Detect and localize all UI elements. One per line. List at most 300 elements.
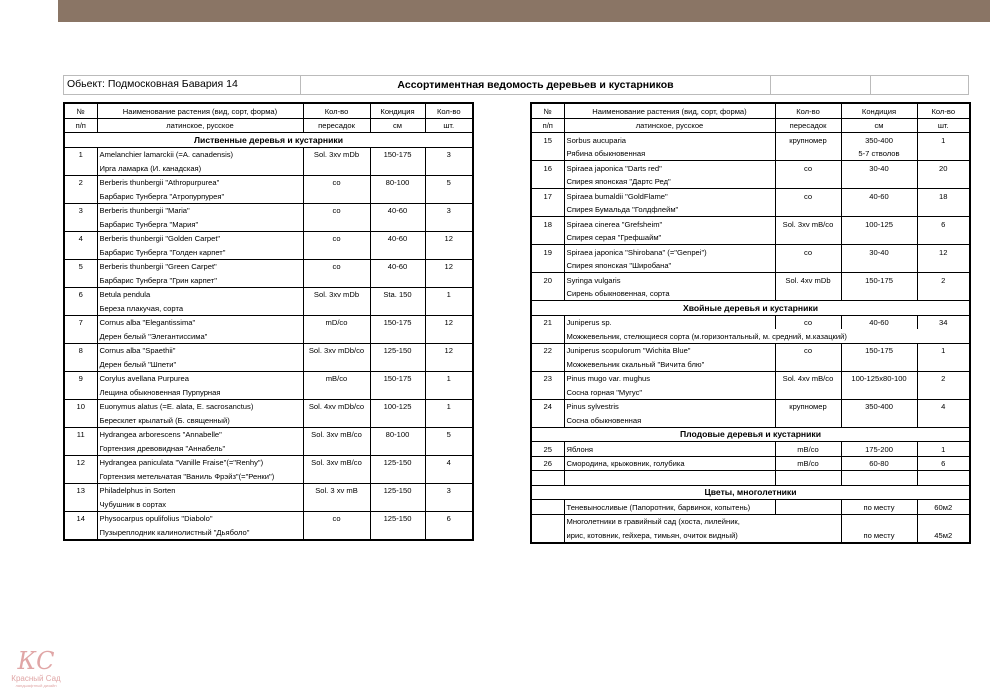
russian-name: Дерен белый "Шпети" [97, 357, 303, 371]
row-number: 10 [64, 399, 97, 413]
qty-blank [775, 203, 841, 217]
count-value: 1 [425, 287, 473, 301]
header-count: Кол-во [425, 103, 473, 118]
condition-extra [370, 217, 425, 231]
qty-value: mD/co [303, 315, 370, 329]
latin-name: Spiraea cinerea "Grefsheim" [564, 217, 775, 231]
russian-name: Спирея японская "Дартс Ред" [564, 175, 775, 189]
count-blank [917, 413, 970, 427]
russian-name: Сосна горная "Мугус" [564, 385, 775, 399]
latin-name: Amelanchier lamarckii (=A. canadensis) [97, 147, 303, 161]
condition-value: 60-80 [841, 456, 917, 471]
condition-extra [841, 259, 917, 273]
russian-name: Спирея японская "Широбана" [564, 259, 775, 273]
condition-extra [370, 385, 425, 399]
row-number: 22 [531, 343, 564, 357]
count-value: 5 [425, 175, 473, 189]
russian-name: Дерен белый "Элегантиссима" [97, 329, 303, 343]
condition-value: 80-100 [370, 427, 425, 441]
condition-extra [370, 329, 425, 343]
header-qty: Кол-во [303, 103, 370, 118]
latin-name: Physocarpus opulifolius "Diabolo" [97, 511, 303, 525]
row-number [531, 500, 564, 515]
count-value: 1 [917, 133, 970, 147]
header-cond-sub: см [370, 118, 425, 133]
table-row [64, 385, 473, 399]
condition-value: 150-175 [370, 315, 425, 329]
count-blank [425, 469, 473, 483]
russian-name: Сирень обыкновенная, сорта [564, 287, 775, 301]
blank-cell [841, 471, 917, 486]
count-blank [425, 245, 473, 259]
row-number-blank [531, 385, 564, 399]
qty-value: со [303, 511, 370, 525]
qty-blank [303, 189, 370, 203]
table-row [531, 329, 970, 343]
table-header-row [531, 103, 970, 118]
plant-name: Смородина, крыжовник, голубика [564, 456, 775, 471]
header-name: Наименование растения (вид, сорт, форма) [97, 103, 303, 118]
table-row [64, 175, 473, 189]
condition-extra [841, 175, 917, 189]
condition-value: 150-175 [370, 371, 425, 385]
condition-value: 40-60 [841, 315, 917, 329]
row-number-blank [531, 203, 564, 217]
table-row [64, 245, 473, 259]
latin-name: Berberis thunbergii "Athropurpurea" [97, 175, 303, 189]
qty-blank [303, 497, 370, 511]
condition-extra [370, 357, 425, 371]
row-number-blank [64, 273, 97, 287]
row-number: 23 [531, 371, 564, 385]
table-header-row [531, 118, 970, 133]
condition-value: 100-125 [370, 399, 425, 413]
left-plant-table [63, 102, 474, 541]
count-value: 12 [425, 315, 473, 329]
qty-value: Sol. 4xv mDb [775, 273, 841, 287]
count-value: 60м2 [917, 500, 970, 515]
row-number: 5 [64, 259, 97, 273]
table-row [64, 413, 473, 427]
condition-value: по месту [841, 500, 917, 515]
plant-name: Яблоня [564, 442, 775, 457]
latin-name: Juniperus sp. [564, 315, 775, 329]
count-blank [917, 287, 970, 301]
blank-cell [917, 471, 970, 486]
count-value: 6 [425, 511, 473, 525]
count-blank [917, 357, 970, 371]
qty-blank [303, 469, 370, 483]
qty-blank [303, 385, 370, 399]
row-number: 26 [531, 456, 564, 471]
qty-blank [303, 441, 370, 455]
header-cond-sub: см [841, 118, 917, 133]
latin-name: Euonymus alatus (=E. alata, E. sacrosanctus) [97, 399, 303, 413]
top-banner [58, 0, 990, 22]
qty-blank [303, 273, 370, 287]
table-row [64, 511, 473, 525]
table-row [64, 455, 473, 469]
table-row [531, 442, 970, 457]
latin-name: Berberis thunbergii "Maria" [97, 203, 303, 217]
table-row [64, 357, 473, 371]
row-number-blank [64, 385, 97, 399]
count-blank [917, 514, 970, 528]
count-value: 12 [917, 245, 970, 259]
count-value: 1 [917, 442, 970, 457]
russian-name: Можжевельник скальный "Вичита блю" [564, 357, 775, 371]
condition-extra [841, 287, 917, 301]
condition-value: 125-150 [370, 455, 425, 469]
qty-blank [775, 175, 841, 189]
count-blank [425, 413, 473, 427]
row-number-blank [531, 329, 564, 343]
condition-extra [370, 189, 425, 203]
count-value: 20 [917, 161, 970, 175]
russian-name: Гортензия древовидная "Аннабель" [97, 441, 303, 455]
table-row [531, 343, 970, 357]
qty-value: Sol. 4xv mDb/co [303, 399, 370, 413]
plant-name: Многолетники в гравийный сад (хоста, лилейник, [564, 514, 841, 528]
count-blank [917, 175, 970, 189]
qty-value: Sol. 3xv mB/co [775, 217, 841, 231]
latin-name: Pinus sylvestris [564, 399, 775, 413]
condition-extra [370, 413, 425, 427]
qty-value: со [775, 161, 841, 175]
latin-name: Hydrangea arborescens "Annabelle" [97, 427, 303, 441]
qty-value: Sol. 3xv mDb [303, 147, 370, 161]
count-value: 4 [425, 455, 473, 469]
row-number: 17 [531, 189, 564, 203]
qty-value: крупномер [775, 399, 841, 413]
row-number-blank [531, 514, 564, 528]
blank-row [531, 471, 970, 486]
assortment-sheet [63, 75, 969, 580]
table-row [64, 161, 473, 175]
table-row [531, 514, 970, 528]
row-number-blank [531, 259, 564, 273]
header-count: Кол-во [917, 103, 970, 118]
table-row [64, 287, 473, 301]
latin-name: Syringa vulgaris [564, 273, 775, 287]
table-row [531, 245, 970, 259]
table-row [64, 273, 473, 287]
row-number: 19 [531, 245, 564, 259]
plant-name: ирис, котовник, гейхера, тимьян, очиток видный) [564, 528, 841, 543]
row-number-blank [64, 161, 97, 175]
logo-monogram: КС [17, 647, 55, 675]
row-number-blank [64, 357, 97, 371]
russian-name: Бересклет крылатый (Б. священный) [97, 413, 303, 427]
qty-blank [303, 357, 370, 371]
table-row [531, 371, 970, 385]
qty-blank [775, 357, 841, 371]
count-value: 1 [425, 399, 473, 413]
table-row [531, 528, 970, 543]
row-number-blank [531, 147, 564, 161]
latin-name: Spiraea bumaldii "GoldFlame" [564, 189, 775, 203]
russian-name: Ирга ламарка (И. канадская) [97, 161, 303, 175]
row-number: 20 [531, 273, 564, 287]
condition-extra: 5-7 стволов [841, 147, 917, 161]
row-number-blank [64, 525, 97, 540]
condition-extra [370, 441, 425, 455]
header-no-sub: п/п [531, 118, 564, 133]
section-title: Лиственные деревья и кустарники [64, 133, 473, 148]
sheet-title: Ассортиментная ведомость деревьев и кустарников [301, 76, 771, 94]
count-value: 6 [917, 217, 970, 231]
table-header-row [64, 103, 473, 118]
row-number-blank [64, 329, 97, 343]
row-number: 14 [64, 511, 97, 525]
row-number: 1 [64, 147, 97, 161]
condition-value: 150-175 [841, 343, 917, 357]
condition-extra [841, 231, 917, 245]
row-number-blank [64, 189, 97, 203]
latin-name: Spiraea japonica "Darts red" [564, 161, 775, 175]
condition-extra [841, 203, 917, 217]
condition-value: Sta. 150 [370, 287, 425, 301]
latin-name: Berberis thunbergii "Green Carpet" [97, 259, 303, 273]
count-blank [425, 217, 473, 231]
table-row [64, 371, 473, 385]
row-number: 11 [64, 427, 97, 441]
header-name-sub: латинское, русское [564, 118, 775, 133]
russian-name: Спирея серая "Грефшайм" [564, 231, 775, 245]
row-number-blank [64, 469, 97, 483]
count-value: 12 [425, 343, 473, 357]
russian-name: Барбарис Тунберга "Атропурпурея" [97, 189, 303, 203]
russian-name: Береза плакучая, сорта [97, 301, 303, 315]
blank-cell [564, 471, 775, 486]
condition-extra [370, 525, 425, 540]
row-number: 9 [64, 371, 97, 385]
latin-name: Sorbus aucuparia [564, 133, 775, 147]
count-blank [425, 273, 473, 287]
table-row [531, 231, 970, 245]
logo-name: Красный Сад [11, 674, 61, 683]
qty-value: mB/co [775, 442, 841, 457]
table-row [531, 500, 970, 515]
company-logo [6, 648, 66, 694]
qty-value: со [303, 231, 370, 245]
table-row [531, 189, 970, 203]
blank-cell [531, 471, 564, 486]
row-number-blank [64, 441, 97, 455]
qty-value: со [303, 259, 370, 273]
header-qty: Кол-во [775, 103, 841, 118]
header-count-sub: шт. [425, 118, 473, 133]
latin-name: Corylus avellana Purpurea [97, 371, 303, 385]
qty-value: крупномер [775, 133, 841, 147]
condition-extra [370, 497, 425, 511]
row-number: 24 [531, 399, 564, 413]
qty-blank [775, 385, 841, 399]
count-value: 2 [917, 273, 970, 287]
table-row [64, 525, 473, 540]
table-row [531, 133, 970, 147]
condition-value: 150-175 [841, 273, 917, 287]
row-number-blank [64, 497, 97, 511]
condition-extra [370, 161, 425, 175]
table-row [64, 301, 473, 315]
latin-name: Betula pendula [97, 287, 303, 301]
section-row [531, 485, 970, 500]
header-no-sub: п/п [64, 118, 97, 133]
qty-value: mB/co [775, 456, 841, 471]
count-value: 3 [425, 203, 473, 217]
table-row [531, 357, 970, 371]
count-blank [425, 329, 473, 343]
table-row [64, 469, 473, 483]
condition-value: 125-150 [370, 343, 425, 357]
header-qty-sub: пересадок [775, 118, 841, 133]
row-number-blank [531, 413, 564, 427]
row-number: 8 [64, 343, 97, 357]
russian-name: Барбарис Тунберга "Грин карпет" [97, 273, 303, 287]
count-blank [425, 161, 473, 175]
header-no: № [531, 103, 564, 118]
table-row [64, 427, 473, 441]
row-number: 3 [64, 203, 97, 217]
qty-value: Sol. 3xv mDb [303, 287, 370, 301]
count-value: 12 [425, 231, 473, 245]
table-row [531, 385, 970, 399]
condition-blank [841, 514, 917, 528]
qty-value: со [775, 315, 841, 329]
row-number: 16 [531, 161, 564, 175]
latin-name: Cornus alba "Elegantissima" [97, 315, 303, 329]
russian-name: Чубушник в сортах [97, 497, 303, 511]
latin-name: Juniperus scopulorum "Wichita Blue" [564, 343, 775, 357]
condition-value: 40-60 [370, 231, 425, 245]
table-row [64, 483, 473, 497]
header-name: Наименование растения (вид, сорт, форма) [564, 103, 775, 118]
count-blank [917, 147, 970, 161]
condition-value: по месту [841, 528, 917, 543]
qty-blank [303, 413, 370, 427]
condition-value: 125-150 [370, 483, 425, 497]
blank-cell [775, 471, 841, 486]
qty-blank [303, 329, 370, 343]
header-no: № [64, 103, 97, 118]
count-value: 1 [425, 371, 473, 385]
qty-blank [303, 161, 370, 175]
section-title: Плодовые деревья и кустарники [531, 427, 970, 442]
count-value: 45м2 [917, 528, 970, 543]
condition-value: 350-400 [841, 399, 917, 413]
row-number-blank [64, 245, 97, 259]
section-row [531, 301, 970, 316]
count-blank [917, 203, 970, 217]
table-row [64, 329, 473, 343]
section-title: Хвойные деревья и кустарники [531, 301, 970, 316]
count-value: 34 [917, 315, 970, 329]
qty-blank [303, 217, 370, 231]
count-value: 3 [425, 483, 473, 497]
row-number: 7 [64, 315, 97, 329]
count-value: 5 [425, 427, 473, 441]
row-number: 18 [531, 217, 564, 231]
table-header-row [64, 118, 473, 133]
table-row [531, 273, 970, 287]
row-number-blank [531, 231, 564, 245]
qty-blank [303, 525, 370, 540]
right-plant-table [530, 102, 971, 544]
russian-name: Гортензия метельчатая "Ваниль Фрэйз"(="Ренки") [97, 469, 303, 483]
qty-value: со [303, 203, 370, 217]
latin-name: Berberis thunbergii "Golden Carpet" [97, 231, 303, 245]
qty-value [775, 500, 841, 515]
count-value: 1 [917, 343, 970, 357]
table-row [531, 399, 970, 413]
row-number: 12 [64, 455, 97, 469]
latin-name: Philadelphus in Sorten [97, 483, 303, 497]
count-blank [425, 385, 473, 399]
russian-name: Лещина обыкновенная Пурпурная [97, 385, 303, 399]
condition-value: 30-40 [841, 161, 917, 175]
count-blank [917, 231, 970, 245]
count-value: 12 [425, 259, 473, 273]
row-number-blank [64, 217, 97, 231]
header-cond: Кондиция [841, 103, 917, 118]
count-blank [917, 385, 970, 399]
condition-extra [841, 413, 917, 427]
russian-name: Спирея Бумальда "Голдфлейм" [564, 203, 775, 217]
table-row [531, 203, 970, 217]
count-value: 18 [917, 189, 970, 203]
table-row [64, 231, 473, 245]
table-row [64, 441, 473, 455]
russian-name: Барбарис Тунберга "Мария" [97, 217, 303, 231]
condition-value: 175-200 [841, 442, 917, 457]
table-row [64, 315, 473, 329]
latin-name: Hydrangea paniculata "Vanille Fraise"(="Renhy") [97, 455, 303, 469]
latin-name: Cornus alba "Spaethii" [97, 343, 303, 357]
condition-extra [841, 357, 917, 371]
header-name-sub: латинское, русское [97, 118, 303, 133]
count-blank [425, 497, 473, 511]
row-number-blank [531, 528, 564, 543]
qty-blank [775, 413, 841, 427]
table-row [531, 217, 970, 231]
row-number-blank [531, 357, 564, 371]
qty-blank [775, 147, 841, 161]
qty-blank [303, 301, 370, 315]
count-blank [425, 301, 473, 315]
table-row [64, 203, 473, 217]
row-number: 2 [64, 175, 97, 189]
condition-value: 40-60 [841, 189, 917, 203]
condition-value: 30-40 [841, 245, 917, 259]
condition-extra [370, 469, 425, 483]
russian-name: Пузыреплодник калинолистный "Дьяболо" [97, 525, 303, 540]
count-blank [425, 357, 473, 371]
section-title: Цветы, многолетники [531, 485, 970, 500]
condition-value: 100-125x80-100 [841, 371, 917, 385]
table-row [64, 259, 473, 273]
qty-value: со [775, 343, 841, 357]
table-row [64, 189, 473, 203]
count-value: 6 [917, 456, 970, 471]
row-number: 15 [531, 133, 564, 147]
row-number: 13 [64, 483, 97, 497]
table-row [64, 343, 473, 357]
qty-value: Sol. 3 xv mB [303, 483, 370, 497]
qty-value: mB/co [303, 371, 370, 385]
condition-extra [841, 385, 917, 399]
table-row [531, 287, 970, 301]
